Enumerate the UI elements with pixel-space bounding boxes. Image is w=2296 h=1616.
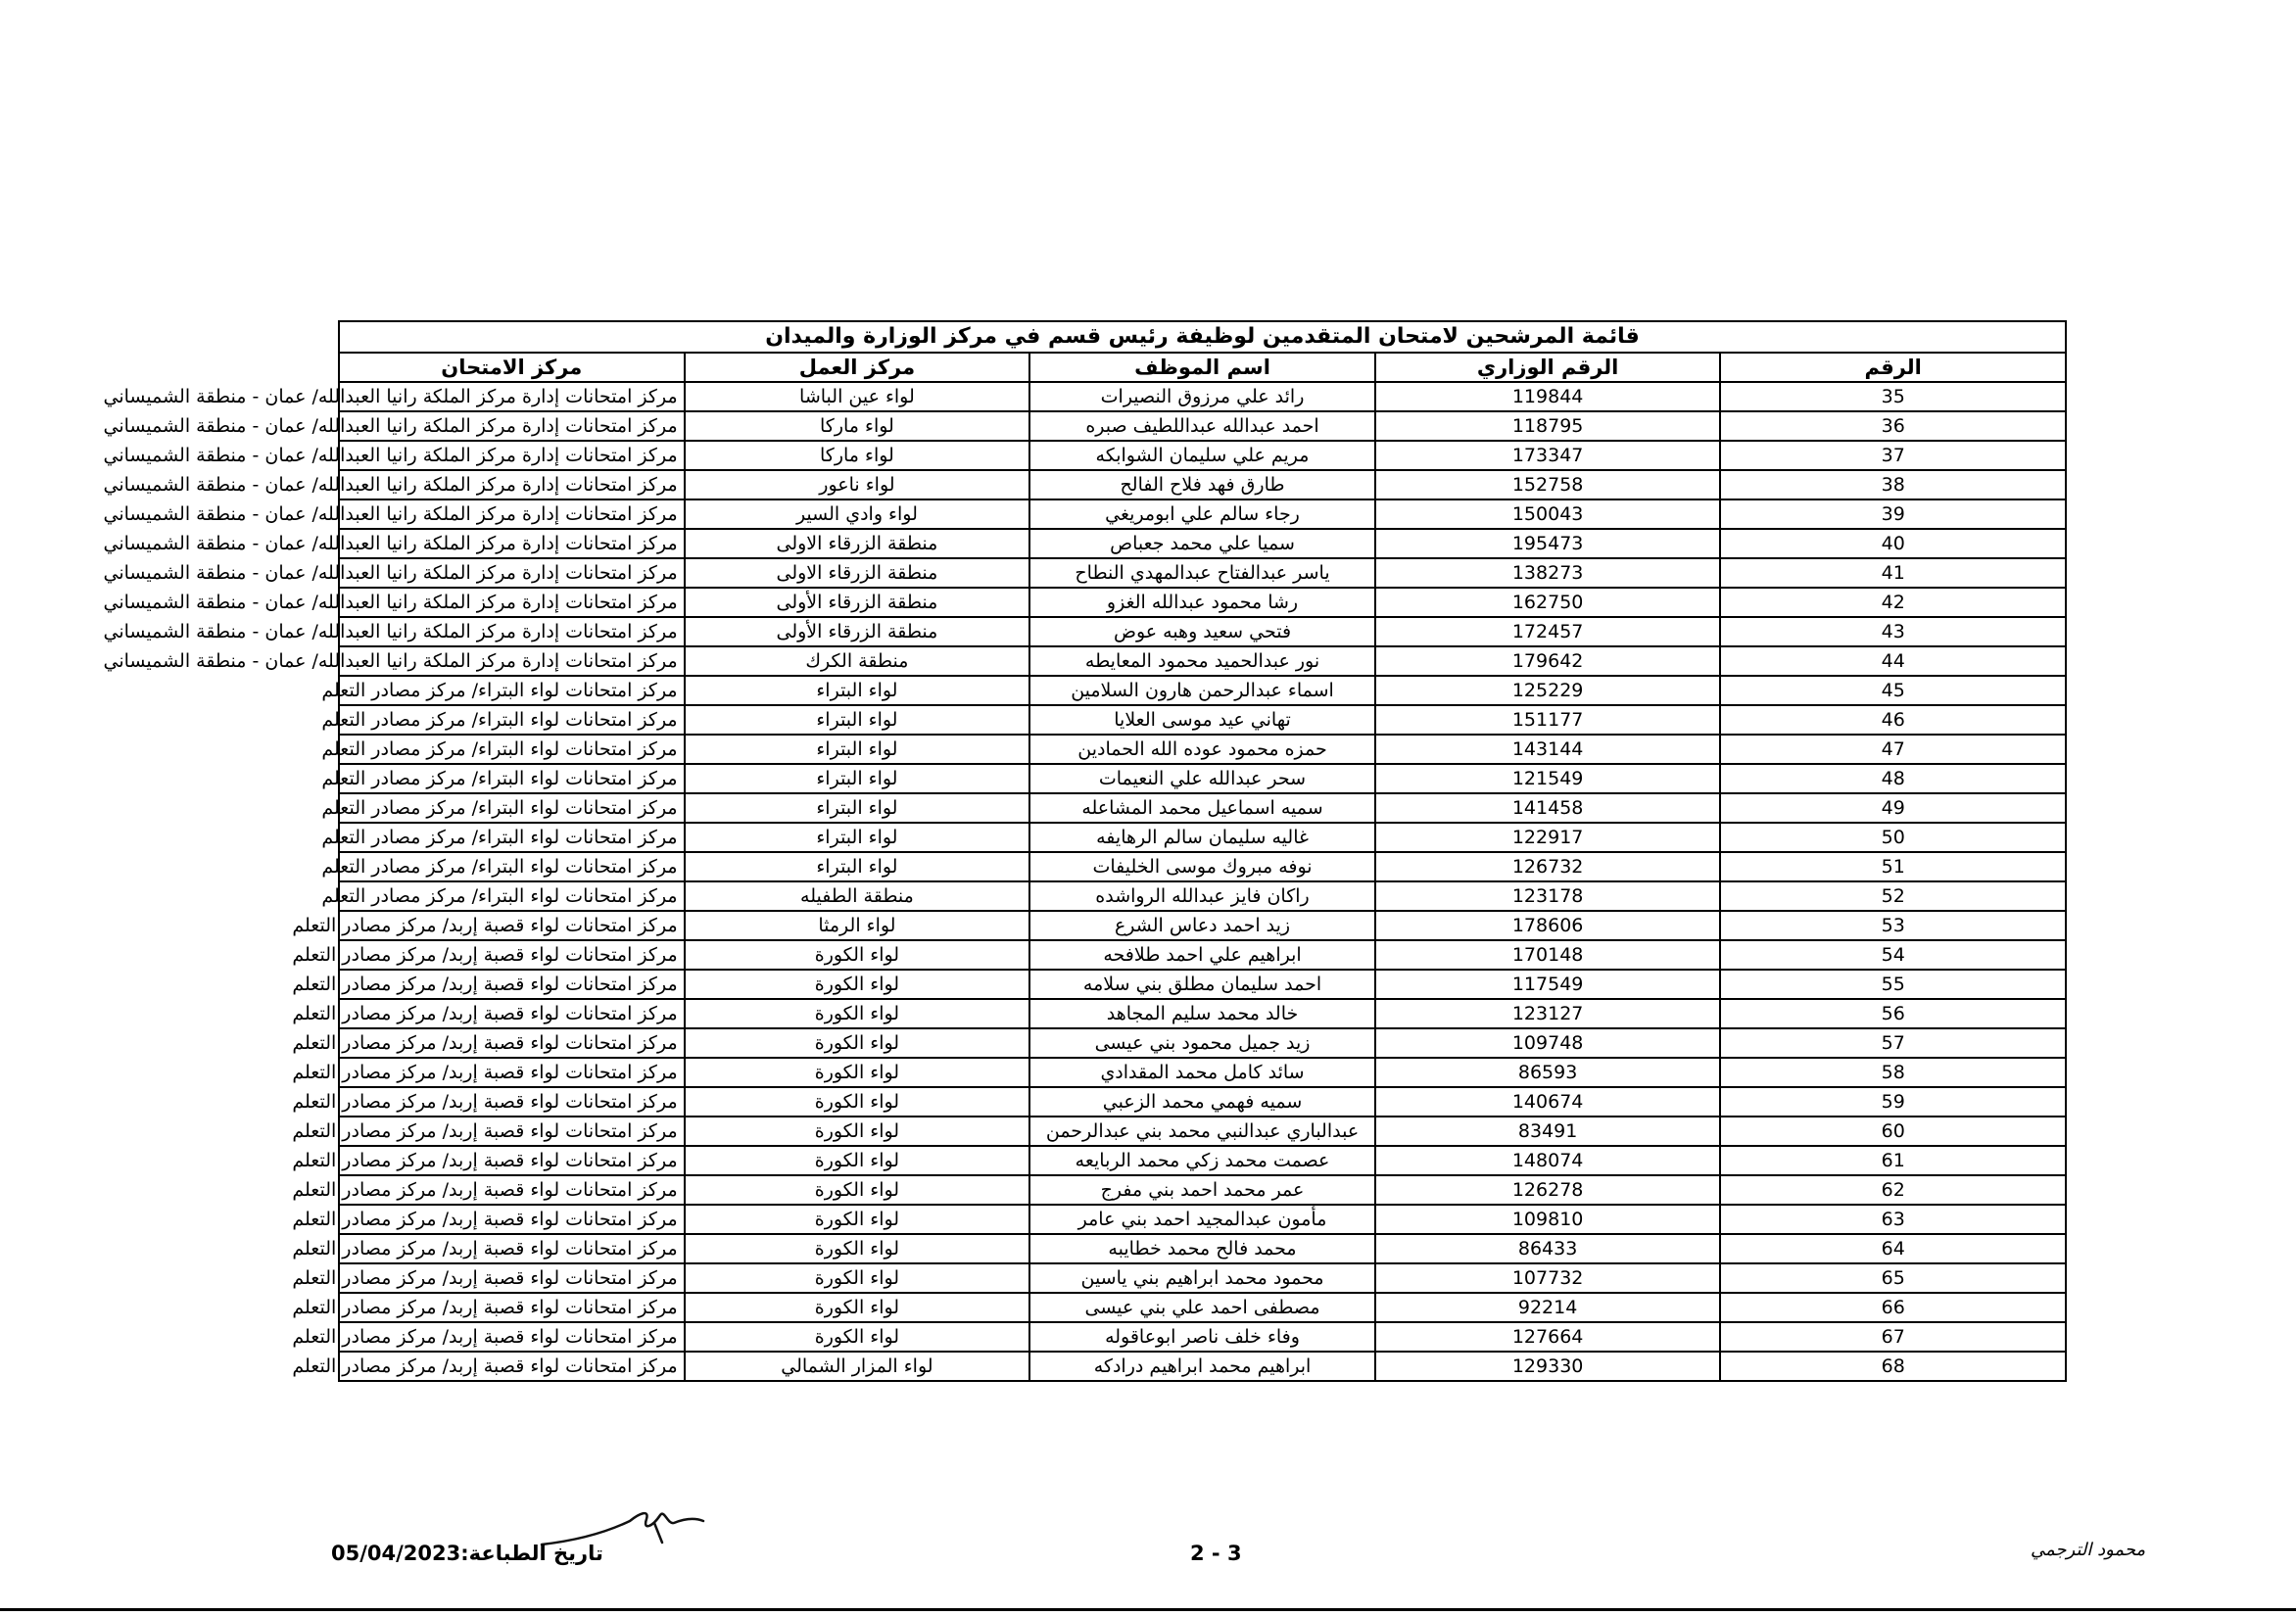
work-center: لواء الكورة — [685, 1205, 1030, 1234]
ministry-id: 150043 — [1375, 499, 1721, 529]
work-center: منطقة الطفيله — [685, 881, 1030, 911]
employee-name: زيد جميل محمود بني عيسى — [1029, 1028, 1375, 1058]
print-date: تاريخ الطباعة:05/04/2023 — [331, 1542, 603, 1565]
exam-center: مركز امتحانات لواء البتراء/ مركز مصادر التعلم — [339, 852, 685, 881]
exam-center: مركز امتحانات لواء قصبة إربد/ مركز مصادر التعلم — [339, 1175, 685, 1205]
work-center: لواء وادي السير — [685, 499, 1030, 529]
exam-center: مركز امتحانات لواء قصبة إربد/ مركز مصادر التعلم — [339, 1352, 685, 1381]
exam-center: مركز امتحانات لواء قصبة إربد/ مركز مصادر التعلم — [339, 1322, 685, 1352]
employee-name: ابراهيم علي احمد طلافحه — [1029, 940, 1375, 970]
table-row — [339, 705, 2066, 735]
row-number: 68 — [1720, 1352, 2066, 1381]
employee-name: سميه فهمي محمد الزعبي — [1029, 1087, 1375, 1117]
work-center: منطقة الزرقاء الاولى — [685, 529, 1030, 558]
table-row — [339, 1146, 2066, 1175]
work-center: لواء الرمثا — [685, 911, 1030, 940]
table-row — [339, 646, 2066, 676]
exam-center: مركز امتحانات لواء قصبة إربد/ مركز مصادر التعلم — [339, 1058, 685, 1087]
employee-name: رشا محمود عبدالله الغزو — [1029, 588, 1375, 617]
ministry-id: 143144 — [1375, 735, 1721, 764]
exam-center: مركز امتحانات إدارة مركز الملكة رانيا العبدالله/ عمان - منطقة الشميساني — [339, 499, 685, 529]
ministry-id: 126278 — [1375, 1175, 1721, 1205]
row-number: 44 — [1720, 646, 2066, 676]
work-center: لواء البتراء — [685, 705, 1030, 735]
exam-center: مركز امتحانات إدارة مركز الملكة رانيا العبدالله/ عمان - منطقة الشميساني — [339, 382, 685, 411]
table-row — [339, 881, 2066, 911]
row-number: 66 — [1720, 1293, 2066, 1322]
row-number: 57 — [1720, 1028, 2066, 1058]
exam-center: مركز امتحانات لواء البتراء/ مركز مصادر التعلم — [339, 735, 685, 764]
exam-center: مركز امتحانات لواء البتراء/ مركز مصادر التعلم — [339, 676, 685, 705]
ministry-id: 86593 — [1375, 1058, 1721, 1087]
table-row — [339, 1322, 2066, 1352]
ministry-id: 121549 — [1375, 764, 1721, 793]
table-row — [339, 852, 2066, 881]
table-row — [339, 764, 2066, 793]
exam-center: مركز امتحانات إدارة مركز الملكة رانيا العبدالله/ عمان - منطقة الشميساني — [339, 441, 685, 470]
table-row — [339, 1352, 2066, 1381]
work-center: لواء الكورة — [685, 1146, 1030, 1175]
row-number: 43 — [1720, 617, 2066, 646]
table-row — [339, 1117, 2066, 1146]
exam-center: مركز امتحانات إدارة مركز الملكة رانيا العبدالله/ عمان - منطقة الشميساني — [339, 411, 685, 441]
row-number: 42 — [1720, 588, 2066, 617]
ministry-id: 173347 — [1375, 441, 1721, 470]
row-number: 59 — [1720, 1087, 2066, 1117]
employee-name: نوفه مبروك موسى الخليفات — [1029, 852, 1375, 881]
table-row — [339, 999, 2066, 1028]
work-center: لواء الكورة — [685, 1087, 1030, 1117]
row-number: 48 — [1720, 764, 2066, 793]
ministry-id: 109810 — [1375, 1205, 1721, 1234]
table-row — [339, 617, 2066, 646]
row-number: 55 — [1720, 970, 2066, 999]
exam-center: مركز امتحانات إدارة مركز الملكة رانيا العبدالله/ عمان - منطقة الشميساني — [339, 588, 685, 617]
ministry-id: 109748 — [1375, 1028, 1721, 1058]
table-row — [339, 1087, 2066, 1117]
table-row — [339, 499, 2066, 529]
work-center: لواء البتراء — [685, 735, 1030, 764]
header-employee-name: اسم الموظف — [1029, 353, 1375, 382]
employee-name: خالد محمد سليم المجاهد — [1029, 999, 1375, 1028]
work-center: لواء البتراء — [685, 676, 1030, 705]
row-number: 40 — [1720, 529, 2066, 558]
employee-name: ابراهيم محمد ابراهيم درادكه — [1029, 1352, 1375, 1381]
row-number: 50 — [1720, 823, 2066, 852]
row-number: 37 — [1720, 441, 2066, 470]
work-center: لواء الكورة — [685, 1293, 1030, 1322]
header-row — [339, 353, 2066, 382]
work-center: لواء ناعور — [685, 470, 1030, 499]
exam-center: مركز امتحانات إدارة مركز الملكة رانيا العبدالله/ عمان - منطقة الشميساني — [339, 470, 685, 499]
row-number: 67 — [1720, 1322, 2066, 1352]
row-number: 53 — [1720, 911, 2066, 940]
header-exam-center: مركز الامتحان — [339, 353, 685, 382]
row-number: 64 — [1720, 1234, 2066, 1263]
work-center: لواء الكورة — [685, 1058, 1030, 1087]
table-row — [339, 970, 2066, 999]
row-number: 41 — [1720, 558, 2066, 588]
table-row — [339, 529, 2066, 558]
table-row — [339, 911, 2066, 940]
work-center: لواء الكورة — [685, 999, 1030, 1028]
employee-name: رائد علي مرزوق النصيرات — [1029, 382, 1375, 411]
employee-name: احمد سليمان مطلق بني سلامه — [1029, 970, 1375, 999]
ministry-id: 140674 — [1375, 1087, 1721, 1117]
exam-center: مركز امتحانات لواء البتراء/ مركز مصادر التعلم — [339, 881, 685, 911]
table-row — [339, 588, 2066, 617]
row-number: 58 — [1720, 1058, 2066, 1087]
table-row — [339, 441, 2066, 470]
ministry-id: 129330 — [1375, 1352, 1721, 1381]
table-row — [339, 558, 2066, 588]
work-center: لواء الكورة — [685, 1028, 1030, 1058]
row-number: 36 — [1720, 411, 2066, 441]
table-row — [339, 1058, 2066, 1087]
ministry-id: 170148 — [1375, 940, 1721, 970]
candidates-table — [103, 320, 2067, 1382]
ministry-id: 152758 — [1375, 470, 1721, 499]
ministry-id: 92214 — [1375, 1293, 1721, 1322]
row-number: 46 — [1720, 705, 2066, 735]
ministry-id: 172457 — [1375, 617, 1721, 646]
exam-center: مركز امتحانات لواء قصبة إربد/ مركز مصادر التعلم — [339, 1146, 685, 1175]
ministry-id: 119844 — [1375, 382, 1721, 411]
employee-name: اسماء عبدالرحمن هارون السلامين — [1029, 676, 1375, 705]
row-number: 60 — [1720, 1117, 2066, 1146]
header-work-center: مركز العمل — [685, 353, 1030, 382]
ministry-id: 151177 — [1375, 705, 1721, 735]
exam-center: مركز امتحانات إدارة مركز الملكة رانيا العبدالله/ عمان - منطقة الشميساني — [339, 617, 685, 646]
work-center: منطقة الكرك — [685, 646, 1030, 676]
work-center: لواء البتراء — [685, 793, 1030, 823]
employee-name: طارق فهد فلاح الفالح — [1029, 470, 1375, 499]
table-row — [339, 823, 2066, 852]
work-center: منطقة الزرقاء الأولى — [685, 588, 1030, 617]
work-center: لواء المزار الشمالي — [685, 1352, 1030, 1381]
row-number: 65 — [1720, 1263, 2066, 1293]
exam-center: مركز امتحانات لواء قصبة إربد/ مركز مصادر التعلم — [339, 1117, 685, 1146]
employee-name: سميه اسماعيل محمد المشاعله — [1029, 793, 1375, 823]
ministry-id: 126732 — [1375, 852, 1721, 881]
ministry-id: 162750 — [1375, 588, 1721, 617]
ministry-id: 178606 — [1375, 911, 1721, 940]
exam-center: مركز امتحانات إدارة مركز الملكة رانيا العبدالله/ عمان - منطقة الشميساني — [339, 529, 685, 558]
row-number: 49 — [1720, 793, 2066, 823]
row-number: 38 — [1720, 470, 2066, 499]
table-row — [339, 940, 2066, 970]
employee-name: سائد كامل محمد المقدادي — [1029, 1058, 1375, 1087]
employee-name: تهاني عيد موسى العلايا — [1029, 705, 1375, 735]
table-row — [339, 411, 2066, 441]
exam-center: مركز امتحانات لواء قصبة إربد/ مركز مصادر التعلم — [339, 1234, 685, 1263]
row-number: 47 — [1720, 735, 2066, 764]
work-center: لواء البتراء — [685, 823, 1030, 852]
employee-name: ياسر عبدالفتاح عبدالمهدي النطاح — [1029, 558, 1375, 588]
ministry-id: 122917 — [1375, 823, 1721, 852]
ministry-id: 117549 — [1375, 970, 1721, 999]
work-center: لواء عين الباشا — [685, 382, 1030, 411]
exam-center: مركز امتحانات لواء قصبة إربد/ مركز مصادر التعلم — [339, 1028, 685, 1058]
exam-center: مركز امتحانات لواء قصبة إربد/ مركز مصادر التعلم — [339, 970, 685, 999]
row-number: 52 — [1720, 881, 2066, 911]
employee-name: مصطفى احمد علي بني عيسى — [1029, 1293, 1375, 1322]
employee-name: محمود محمد ابراهيم بني ياسين — [1029, 1263, 1375, 1293]
employee-name: مأمون عبدالمجيد احمد بني عامر — [1029, 1205, 1375, 1234]
work-center: لواء البتراء — [685, 852, 1030, 881]
work-center: لواء ماركا — [685, 441, 1030, 470]
employee-name: غاليه سليمان سالم الرهايفه — [1029, 823, 1375, 852]
employee-name: محمد فالح محمد خطايبه — [1029, 1234, 1375, 1263]
ministry-id: 127664 — [1375, 1322, 1721, 1352]
row-number: 62 — [1720, 1175, 2066, 1205]
ministry-id: 123127 — [1375, 999, 1721, 1028]
document-title: قائمة المرشحين لامتحان المتقدمين لوظيفة رئيس قسم في مركز الوزارة والميدان — [339, 321, 2066, 353]
employee-name: عمر محمد احمد بني مفرج — [1029, 1175, 1375, 1205]
exam-center: مركز امتحانات لواء قصبة إربد/ مركز مصادر التعلم — [339, 911, 685, 940]
work-center: لواء الكورة — [685, 1263, 1030, 1293]
row-number: 35 — [1720, 382, 2066, 411]
work-center: لواء الكورة — [685, 1234, 1030, 1263]
ministry-id: 83491 — [1375, 1117, 1721, 1146]
exam-center: مركز امتحانات لواء البتراء/ مركز مصادر التعلم — [339, 823, 685, 852]
ministry-id: 195473 — [1375, 529, 1721, 558]
row-number: 45 — [1720, 676, 2066, 705]
employee-name: مريم علي سليمان الشوابكه — [1029, 441, 1375, 470]
ministry-id: 179642 — [1375, 646, 1721, 676]
exam-center: مركز امتحانات لواء قصبة إربد/ مركز مصادر التعلم — [339, 1263, 685, 1293]
bottom-divider — [0, 1608, 2296, 1611]
row-number: 61 — [1720, 1146, 2066, 1175]
work-center: منطقة الزرقاء الاولى — [685, 558, 1030, 588]
exam-center: مركز امتحانات لواء البتراء/ مركز مصادر التعلم — [339, 793, 685, 823]
ministry-id: 141458 — [1375, 793, 1721, 823]
table-row — [339, 793, 2066, 823]
exam-center: مركز امتحانات لواء قصبة إربد/ مركز مصادر التعلم — [339, 1293, 685, 1322]
exam-center: مركز امتحانات لواء قصبة إربد/ مركز مصادر التعلم — [339, 1087, 685, 1117]
header-number: الرقم — [1720, 353, 2066, 382]
table-row — [339, 382, 2066, 411]
table-row — [339, 1263, 2066, 1293]
ministry-id: 86433 — [1375, 1234, 1721, 1263]
work-center: لواء الكورة — [685, 1175, 1030, 1205]
work-center: منطقة الزرقاء الأولى — [685, 617, 1030, 646]
employee-name: سحر عبدالله علي النعيمات — [1029, 764, 1375, 793]
work-center: لواء الكورة — [685, 970, 1030, 999]
table-row — [339, 470, 2066, 499]
row-number: 56 — [1720, 999, 2066, 1028]
row-number: 39 — [1720, 499, 2066, 529]
row-number: 63 — [1720, 1205, 2066, 1234]
employee-name: حمزه محمود عوده الله الحمادين — [1029, 735, 1375, 764]
exam-center: مركز امتحانات إدارة مركز الملكة رانيا العبدالله/ عمان - منطقة الشميساني — [339, 558, 685, 588]
exam-center: مركز امتحانات لواء قصبة إربد/ مركز مصادر التعلم — [339, 999, 685, 1028]
exam-center: مركز امتحانات لواء البتراء/ مركز مصادر التعلم — [339, 705, 685, 735]
employee-name: سميا علي محمد جعباص — [1029, 529, 1375, 558]
table-row — [339, 735, 2066, 764]
work-center: لواء ماركا — [685, 411, 1030, 441]
employee-name: فتحي سعيد وهبه عوض — [1029, 617, 1375, 646]
exam-center: مركز امتحانات لواء البتراء/ مركز مصادر التعلم — [339, 764, 685, 793]
employee-name: زيد احمد دعاس الشرع — [1029, 911, 1375, 940]
work-center: لواء البتراء — [685, 764, 1030, 793]
ministry-id: 107732 — [1375, 1263, 1721, 1293]
table-row — [339, 676, 2066, 705]
table-row — [339, 1205, 2066, 1234]
employee-name: نور عبدالحميد محمود المعايطه — [1029, 646, 1375, 676]
row-number: 54 — [1720, 940, 2066, 970]
title-row — [339, 321, 2066, 353]
employee-name: وفاء خلف ناصر ابوعاقوله — [1029, 1322, 1375, 1352]
exam-center: مركز امتحانات إدارة مركز الملكة رانيا العبدالله/ عمان - منطقة الشميساني — [339, 646, 685, 676]
employee-name: راكان فايز عبدالله الرواشده — [1029, 881, 1375, 911]
table-row — [339, 1028, 2066, 1058]
page-number: 2 - 3 — [1190, 1542, 1242, 1565]
work-center: لواء الكورة — [685, 940, 1030, 970]
table-row — [339, 1234, 2066, 1263]
ministry-id: 125229 — [1375, 676, 1721, 705]
header-ministry-id: الرقم الوزاري — [1375, 353, 1721, 382]
employee-name: عصمت محمد زكي محمد الربايعه — [1029, 1146, 1375, 1175]
exam-center: مركز امتحانات لواء قصبة إربد/ مركز مصادر التعلم — [339, 940, 685, 970]
table-row — [339, 1175, 2066, 1205]
work-center: لواء الكورة — [685, 1322, 1030, 1352]
table-row — [339, 1293, 2066, 1322]
ministry-id: 123178 — [1375, 881, 1721, 911]
ministry-id: 148074 — [1375, 1146, 1721, 1175]
employee-name: عبدالباري عبدالنبي محمد بني عبدالرحمن — [1029, 1117, 1375, 1146]
ministry-id: 118795 — [1375, 411, 1721, 441]
exam-center: مركز امتحانات لواء قصبة إربد/ مركز مصادر التعلم — [339, 1205, 685, 1234]
row-number: 51 — [1720, 852, 2066, 881]
employee-name: احمد عبدالله عبداللطيف صبره — [1029, 411, 1375, 441]
prepared-by-signature: محمود الترجمي — [2031, 1540, 2146, 1560]
work-center: لواء الكورة — [685, 1117, 1030, 1146]
ministry-id: 138273 — [1375, 558, 1721, 588]
employee-name: رجاء سالم علي ابومريغي — [1029, 499, 1375, 529]
